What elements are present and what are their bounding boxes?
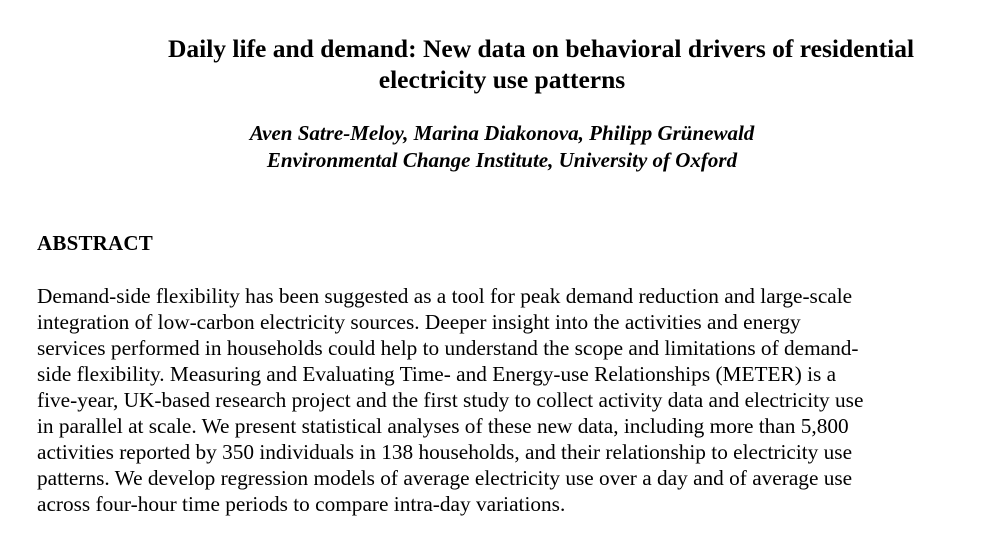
abstract-line: five-year, UK-based research project and the first study to collect activity data and electricity use	[37, 388, 864, 412]
title-line: Daily life and demand: New data on behavioral drivers of residential	[167, 34, 915, 63]
author-block	[0, 120, 1004, 174]
abstract-heading: ABSTRACT	[37, 231, 153, 255]
title-line: electricity use patterns	[378, 65, 626, 94]
abstract-line: activities reported by 350 individuals in 138 households, and their relationship to electricity use	[37, 440, 853, 464]
abstract-line: in parallel at scale. We present statistical analyses of these new data, including more than 5,800	[37, 414, 849, 438]
abstract-line: Demand-side flexibility has been suggested as a tool for peak demand reduction and large-scale	[37, 284, 853, 308]
author-names: Aven Satre-Meloy, Marina Diakonova, Philipp Grünewald	[249, 121, 755, 145]
abstract-line: integration of low-carbon electricity sources. Deeper insight into the activities and energy	[37, 310, 801, 334]
author-affiliation: Environmental Change Institute, University of Oxford	[266, 148, 738, 172]
abstract-body	[37, 283, 977, 517]
abstract-line: across four-hour time periods to compare intra-day variations.	[37, 492, 566, 516]
paper-title	[0, 33, 1004, 95]
abstract-line: services performed in households could help to understand the scope and limitations of demand-	[37, 336, 859, 360]
abstract-line: patterns. We develop regression models of average electricity use over a day and of average use	[37, 466, 853, 490]
abstract-line: side flexibility. Measuring and Evaluating Time- and Energy-use Relationships (METER) is a	[37, 362, 837, 386]
